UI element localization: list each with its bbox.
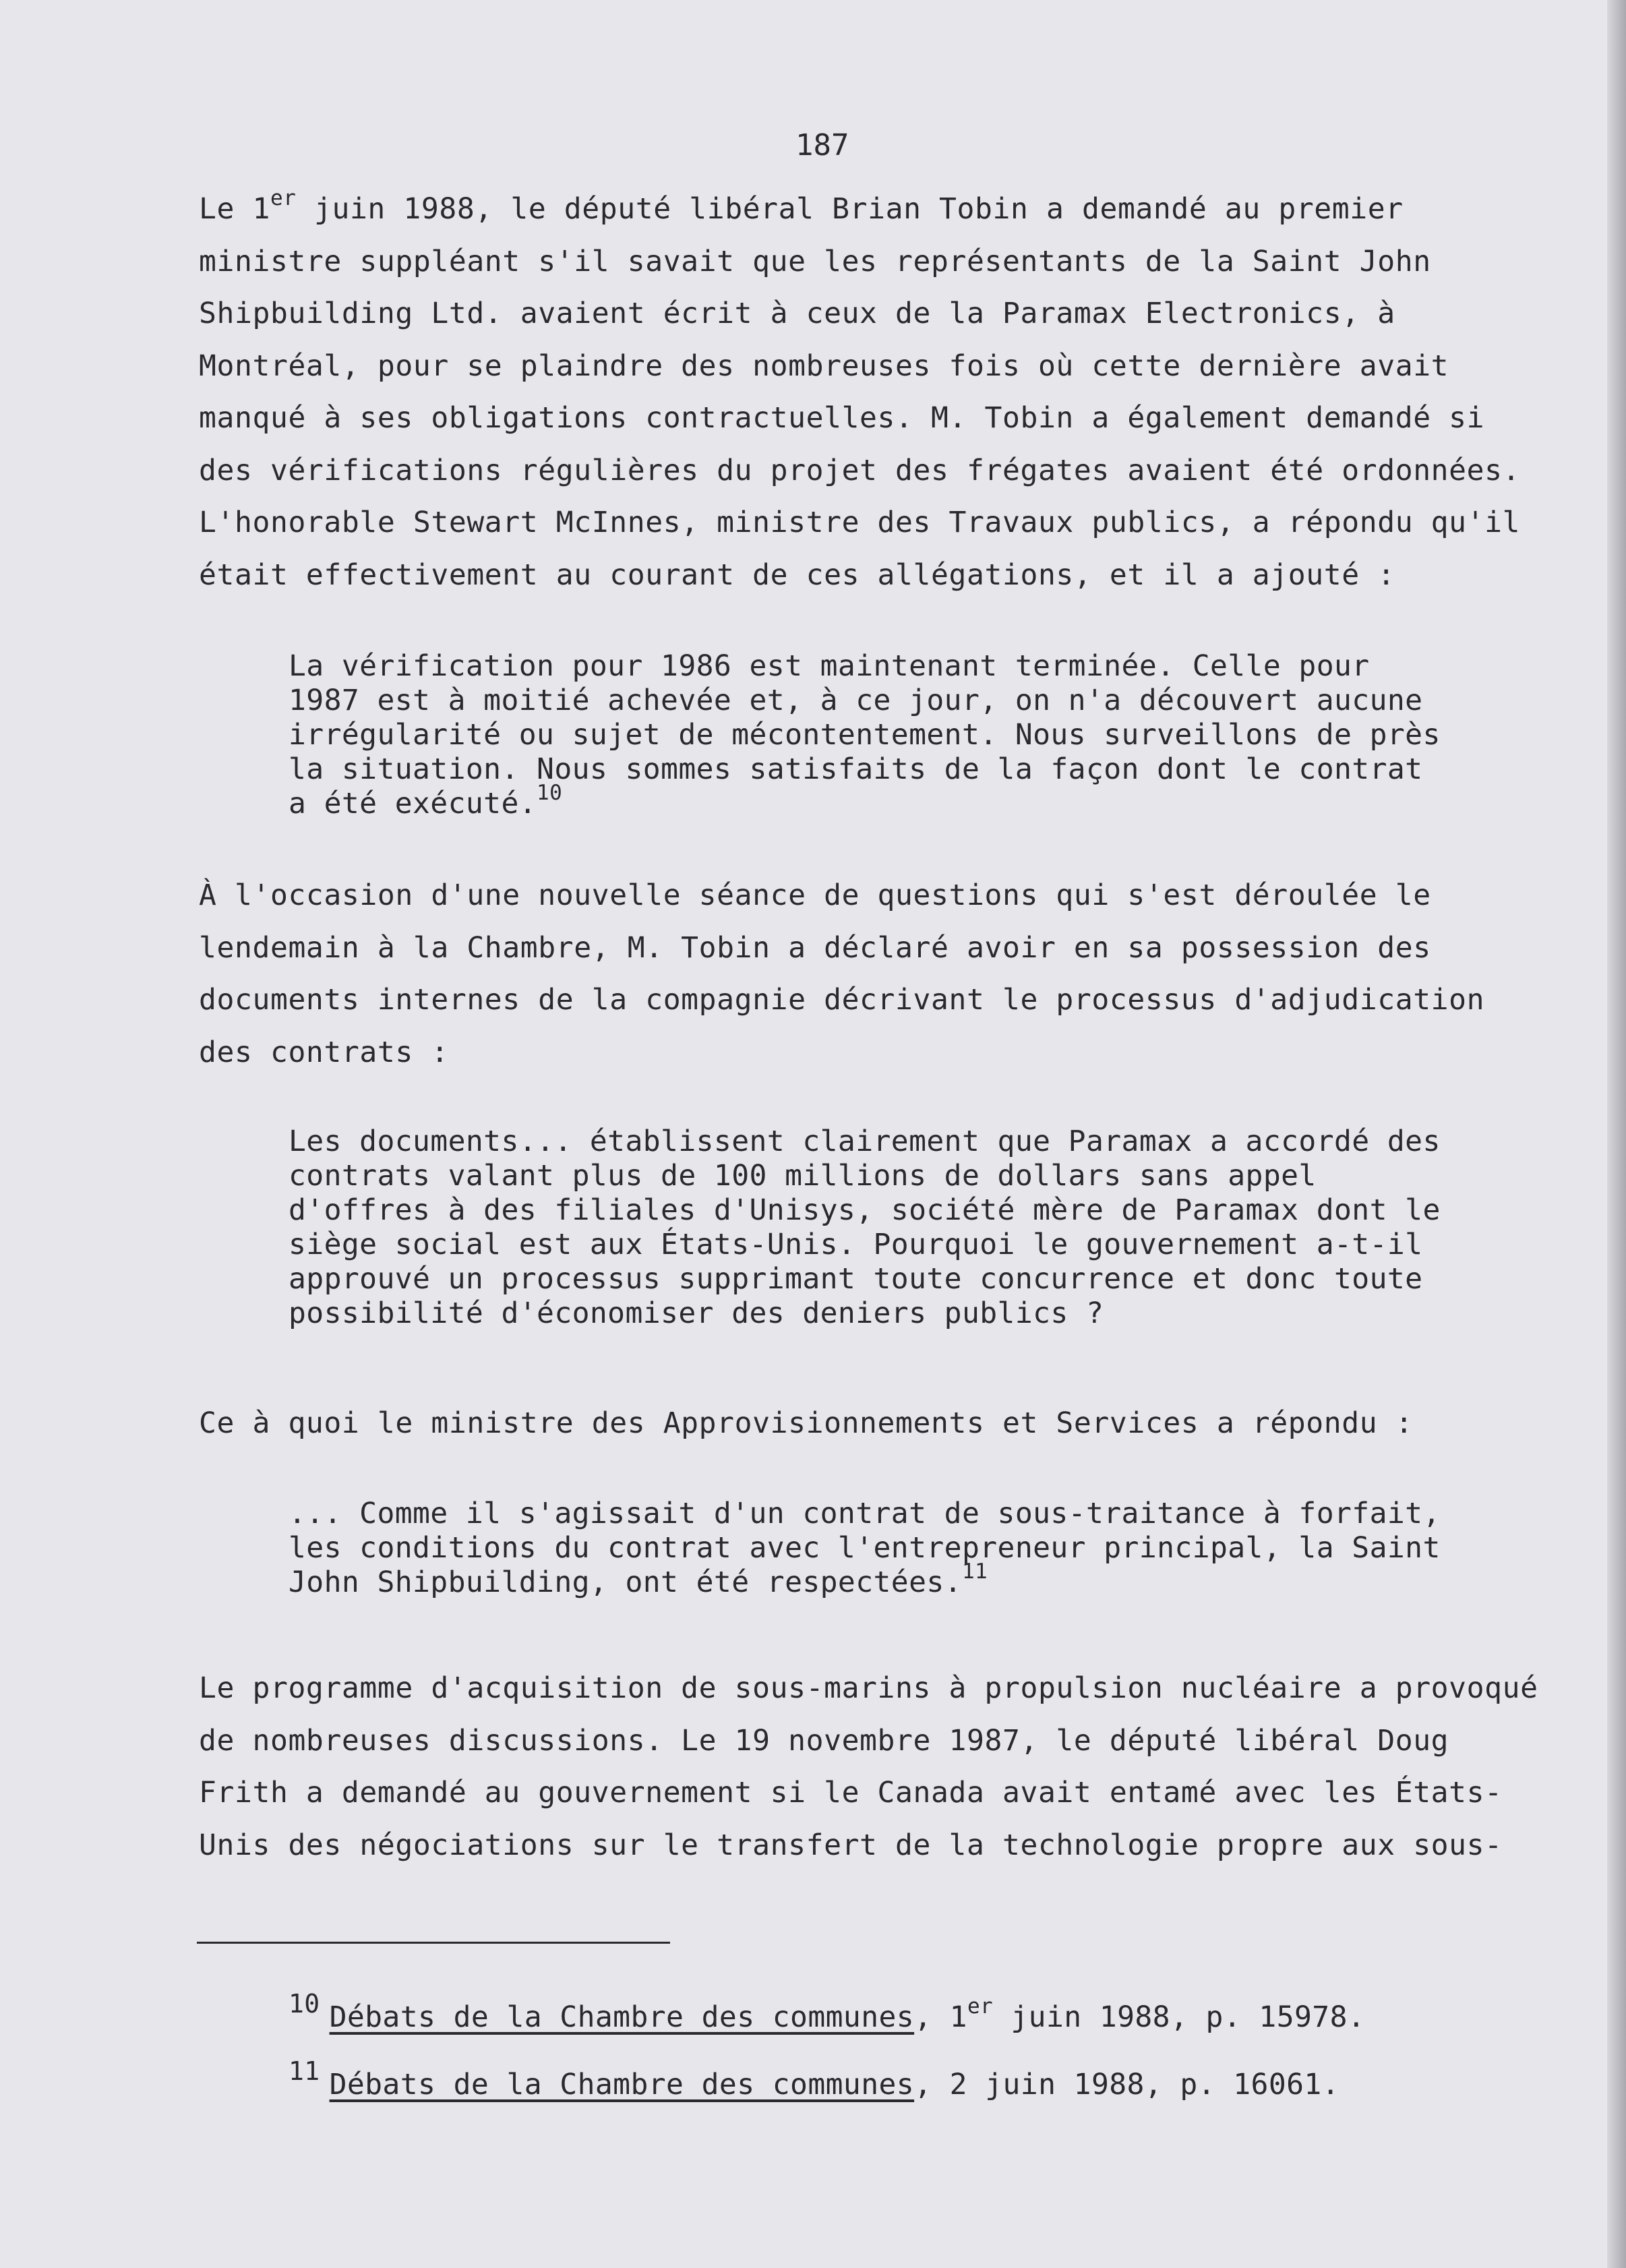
text-line <box>199 974 1534 1027</box>
text-line <box>289 780 1515 821</box>
text-line <box>199 1027 1534 1079</box>
text-line <box>289 1497 1515 1531</box>
text-segment: ministre suppléant s'il savait que les représentants de la Saint John <box>199 244 1431 278</box>
text-segment: Montréal, pour se plaindre des nombreuses fois où cette dernière avait <box>199 349 1449 383</box>
text-segment: possibilité d'économiser des deniers publics ? <box>289 1296 1104 1330</box>
quote-tobin-documents <box>289 1125 1515 1331</box>
text-line <box>199 445 1534 498</box>
text-segment: Le 1 <box>199 192 270 226</box>
text-segment: de nombreuses discussions. Le 19 novembre 1987, le député libéral Doug <box>199 1723 1449 1758</box>
text-segment: John Shipbuilding, ont été respectées. <box>289 1565 962 1599</box>
text-segment: les conditions du contrat avec l'entrepreneur principal, la Saint <box>289 1531 1441 1565</box>
footnote-number: 10 <box>289 1989 320 2019</box>
text-line <box>289 1296 1515 1331</box>
footnote-11 <box>289 2056 1339 2101</box>
text-line <box>199 870 1534 922</box>
page-edge-shadow <box>1607 0 1626 2268</box>
text-line <box>289 718 1515 752</box>
text-line <box>289 1193 1515 1228</box>
text-segment: approuvé un processus supprimant toute concurrence et donc toute <box>289 1262 1423 1296</box>
text-line <box>199 1663 1538 1715</box>
text-line <box>199 549 1534 602</box>
text-segment: d'offres à des filiales d'Unisys, société mère de Paramax dont le <box>289 1193 1441 1227</box>
footnote-detail: , 1 <box>914 2000 967 2034</box>
text-segment: ... Comme il s'agissait d'un contrat de sous-traitance à forfait, <box>289 1497 1441 1530</box>
footnote-detail: , 2 juin 1988, p. 16061. <box>914 2067 1339 2101</box>
page-number: 187 <box>795 128 849 162</box>
text-segment: Le programme d'acquisition de sous-marins à propulsion nucléaire a provoqué <box>199 1671 1538 1705</box>
text-segment: 1987 est à moitié achevée et, à ce jour, on n'a découvert aucune <box>289 684 1423 717</box>
text-line <box>199 1398 1534 1450</box>
footnote-source-title: Débats de la Chambre des communes <box>329 2067 915 2101</box>
text-segment: La vérification pour 1986 est maintenant terminée. Celle pour <box>289 649 1370 683</box>
text-segment: des vérifications régulières du projet des frégates avaient été ordonnées. <box>199 453 1521 487</box>
text-segment: des contrats : <box>199 1035 449 1069</box>
text-segment: documents internes de la compagnie décrivant le processus d'adjudication <box>199 983 1485 1017</box>
text-line <box>199 1767 1534 1820</box>
footnote-source-title: Débats de la Chambre des communes <box>329 2000 915 2034</box>
superscript: er <box>270 185 297 210</box>
text-segment: Unis des négociations sur le transfert de la technologie propre aux sous- <box>199 1828 1503 1862</box>
text-line <box>289 684 1515 718</box>
text-line <box>199 236 1534 289</box>
text-line <box>289 649 1515 684</box>
text-segment: manqué à ses obligations contractuelles. M. Tobin a également demandé si <box>199 401 1485 435</box>
text-segment: était effectivement au courant de ces allégations, et il a ajouté : <box>199 558 1395 592</box>
text-segment: siège social est aux États-Unis. Pourquoi le gouvernement a-t-il <box>289 1228 1423 1261</box>
text-segment: irrégularité ou sujet de mécontentement. Nous surveillons de près <box>289 718 1441 752</box>
text-line <box>199 1820 1534 1872</box>
text-line <box>199 288 1534 340</box>
footnote-rule <box>197 1942 670 1944</box>
text-line <box>199 1715 1534 1768</box>
footnote-superscript: er <box>967 1994 994 2019</box>
paragraph-tobin-documents <box>199 870 1534 1079</box>
text-line <box>199 497 1534 549</box>
text-segment: lendemain à la Chambre, M. Tobin a déclaré avoir en sa possession des <box>199 930 1431 965</box>
text-line <box>199 922 1534 975</box>
text-segment: Shipbuilding Ltd. avaient écrit à ceux de la Paramax Electronics, à <box>199 297 1395 330</box>
paragraph-tobin-question <box>199 183 1534 601</box>
footnote-detail-end: juin 1988, p. 15978. <box>993 2000 1366 2034</box>
superscript: 11 <box>961 1559 988 1584</box>
text-segment: Frith a demandé au gouvernement si le Canada avait entamé avec les États- <box>199 1776 1503 1810</box>
footnote-10 <box>289 1989 1365 2034</box>
text-line <box>199 392 1534 445</box>
paragraph-minister-reply <box>199 1398 1534 1450</box>
paragraph-submarines <box>199 1663 1538 1872</box>
text-line <box>199 183 1534 236</box>
quote-minister-reply <box>289 1497 1515 1600</box>
text-line <box>289 1159 1515 1193</box>
text-segment: L'honorable Stewart McInnes, ministre des Travaux publics, a répondu qu'il <box>199 506 1521 539</box>
text-line <box>289 1228 1515 1262</box>
text-segment: contrats valant plus de 100 millions de dollars sans appel <box>289 1159 1317 1193</box>
text-segment: a été exécuté. <box>289 787 537 820</box>
text-line <box>289 1559 1515 1600</box>
superscript: 10 <box>537 780 563 805</box>
text-segment: la situation. Nous sommes satisfaits de la façon dont le contrat <box>289 752 1423 786</box>
text-segment: juin 1988, le député libéral Brian Tobin a demandé au premier <box>296 192 1404 226</box>
text-line <box>289 752 1515 787</box>
text-segment: À l'occasion d'une nouvelle séance de questions qui s'est déroulée le <box>199 878 1431 912</box>
footnote-number: 11 <box>289 2056 320 2086</box>
text-segment: Les documents... établissent clairement que Paramax a accordé des <box>289 1125 1441 1158</box>
quote-mcinnes-answer <box>289 649 1515 821</box>
text-line <box>289 1531 1515 1565</box>
text-line <box>289 1262 1515 1296</box>
text-line <box>289 1125 1515 1159</box>
text-line <box>199 340 1534 393</box>
text-segment: Ce à quoi le ministre des Approvisionnements et Services a répondu : <box>199 1406 1414 1440</box>
